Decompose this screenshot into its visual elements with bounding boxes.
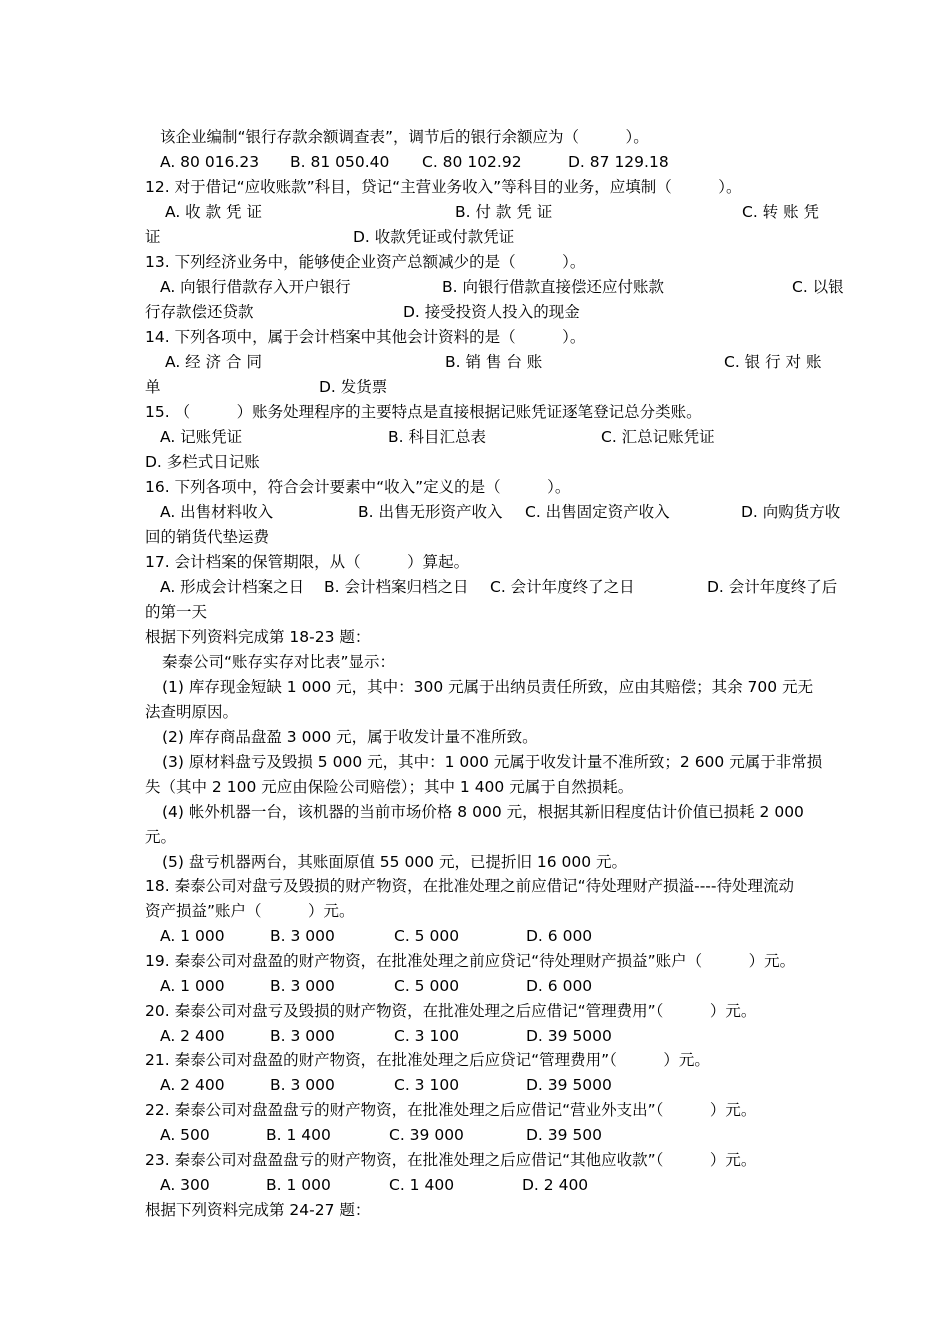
option: A. 形成会计档案之日 bbox=[160, 578, 305, 596]
question-22: 22. 秦泰公司对盘盈盘亏的财产物资，在批准处理之后应借记“营业外支出”（ ）元。 bbox=[145, 1101, 757, 1119]
option: A. 出售材料收入 bbox=[160, 503, 274, 521]
question-19: 19. 秦泰公司对盘盈的财产物资，在批准处理之前应贷记“待处理财产损益”账户（ ）元。 bbox=[145, 952, 796, 970]
option: A. 记账凭证 bbox=[160, 428, 243, 446]
option: B. 付 款 凭 证 bbox=[455, 203, 553, 221]
question-13: 13. 下列经济业务中，能够使企业资产总额减少的是（ ）。 bbox=[145, 253, 586, 271]
option: D. 多栏式日记账 bbox=[145, 453, 260, 471]
option: B. 出售无形资产收入 bbox=[358, 503, 503, 521]
option: B. 3 000 bbox=[270, 1076, 335, 1094]
data-item: (3) 原材料盘亏及毁损 5 000 元，其中：1 000 元属于收发计量不准所致；2 600 元属于非常损 bbox=[162, 753, 823, 771]
option: C. 5 000 bbox=[394, 927, 460, 945]
option-wrap: 的第一天 bbox=[145, 603, 208, 621]
option-wrap: 回的销货代垫运费 bbox=[145, 528, 270, 546]
option: C. 3 100 bbox=[394, 1027, 460, 1045]
option-wrap: 证 bbox=[145, 228, 161, 246]
option: B. 3 000 bbox=[270, 977, 335, 995]
option: B. 会计档案归档之日 bbox=[324, 578, 469, 596]
option: B. 81 050.40 bbox=[290, 153, 390, 171]
option: D. 2 400 bbox=[522, 1176, 589, 1194]
option: A. 300 bbox=[160, 1176, 210, 1194]
option: A. 2 400 bbox=[160, 1076, 225, 1094]
option: D. 6 000 bbox=[526, 927, 593, 945]
option: A. 2 400 bbox=[160, 1027, 225, 1045]
option: A. 500 bbox=[160, 1126, 210, 1144]
option: C. 转 账 凭 bbox=[742, 203, 820, 221]
option: C. 银 行 对 账 bbox=[724, 353, 822, 371]
option: C. 5 000 bbox=[394, 977, 460, 995]
option: C. 1 400 bbox=[389, 1176, 455, 1194]
intro-text: 该企业编制“银行存款余额调查表”，调节后的银行余额应为（ ）。 bbox=[160, 128, 649, 146]
option: D. 发货票 bbox=[319, 378, 388, 396]
option: C. 3 100 bbox=[394, 1076, 460, 1094]
option: A. 1 000 bbox=[160, 927, 225, 945]
option: D. 收款凭证或付款凭证 bbox=[353, 228, 515, 246]
data-item-wrap: 失（其中 2 100 元应由保险公司赔偿）；其中 1 400 元属于自然损耗。 bbox=[145, 778, 634, 796]
option-wrap: 单 bbox=[145, 378, 161, 396]
option: A. 1 000 bbox=[160, 977, 225, 995]
data-item: (4) 帐外机器一台，该机器的当前市场价格 8 000 元，根据其新旧程度估计价值已损耗 2 000 bbox=[162, 803, 804, 821]
option: A. 向银行借款存入开户银行 bbox=[160, 278, 351, 296]
data-item-wrap: 元。 bbox=[145, 828, 177, 846]
option: B. 向银行借款直接偿还应付账款 bbox=[442, 278, 664, 296]
option: C. 出售固定资产收入 bbox=[525, 503, 670, 521]
option: B. 1 000 bbox=[266, 1176, 331, 1194]
option: A. 80 016.23 bbox=[160, 153, 260, 171]
option: C. 会计年度终了之日 bbox=[490, 578, 635, 596]
option: B. 销 售 台 账 bbox=[445, 353, 543, 371]
question-17: 17. 会计档案的保管期限，从（ ）算起。 bbox=[145, 553, 470, 571]
data-item: (1) 库存现金短缺 1 000 元，其中：300 元属于出纳员责任所致，应由其赔偿；其余 700 元无 bbox=[162, 678, 814, 696]
option: C. 80 102.92 bbox=[422, 153, 522, 171]
option: D. 87 129.18 bbox=[568, 153, 669, 171]
option: B. 1 400 bbox=[266, 1126, 331, 1144]
option: C. 39 000 bbox=[389, 1126, 464, 1144]
option: D. 39 5000 bbox=[526, 1027, 612, 1045]
data-item: (2) 库存商品盘盈 3 000 元，属于收发计量不准所致。 bbox=[162, 728, 538, 746]
question-12: 12. 对于借记“应收账款”科目，贷记“主营业务收入”等科目的业务，应填制（ ）。 bbox=[145, 178, 742, 196]
question-18: 18. 秦泰公司对盘亏及毁损的财产物资，在批准处理之前应借记“待处理财产损溢----待处理流动 bbox=[145, 877, 794, 895]
section-title: 根据下列资料完成第 24-27 题： bbox=[145, 1201, 371, 1219]
section-title: 根据下列资料完成第 18-23 题： bbox=[145, 628, 371, 646]
data-item: (5) 盘亏机器两台，其账面原值 55 000 元，已提折旧 16 000 元。 bbox=[162, 853, 628, 871]
option-wrap: 行存款偿还贷款 bbox=[145, 303, 254, 321]
option: C. 汇总记账凭证 bbox=[601, 428, 715, 446]
question-20: 20. 秦泰公司对盘亏及毁损的财产物资，在批准处理之后应借记“管理费用”（ ）元。 bbox=[145, 1002, 757, 1020]
option: D. 会计年度终了后 bbox=[707, 578, 838, 596]
question-23: 23. 秦泰公司对盘盈盘亏的财产物资，在批准处理之后应借记“其他应收款”（ ）元。 bbox=[145, 1151, 757, 1169]
question-21: 21. 秦泰公司对盘盈的财产物资，在批准处理之后应贷记“管理费用”（ ）元。 bbox=[145, 1051, 710, 1069]
question-14: 14. 下列各项中，属于会计档案中其他会计资料的是（ ）。 bbox=[145, 328, 586, 346]
option: D. 6 000 bbox=[526, 977, 593, 995]
option: A. 经 济 合 同 bbox=[165, 353, 262, 371]
option: D. 39 5000 bbox=[526, 1076, 612, 1094]
option: D. 向购货方收 bbox=[741, 503, 841, 521]
section-intro: 秦泰公司“账存实存对比表”显示： bbox=[162, 653, 396, 671]
option: B. 3 000 bbox=[270, 927, 335, 945]
option: B. 科目汇总表 bbox=[388, 428, 486, 446]
option: B. 3 000 bbox=[270, 1027, 335, 1045]
option: C. 以银 bbox=[792, 278, 844, 296]
data-item-wrap: 法查明原因。 bbox=[145, 703, 239, 721]
question-18-wrap: 资产损益”账户（ ）元。 bbox=[145, 902, 355, 920]
option: D. 接受投资人投入的现金 bbox=[403, 303, 580, 321]
question-15: 15. （ ）账务处理程序的主要特点是直接根据记账凭证逐笔登记总分类账。 bbox=[145, 403, 702, 421]
option: A. 收 款 凭 证 bbox=[165, 203, 262, 221]
option: D. 39 500 bbox=[526, 1126, 603, 1144]
question-16: 16. 下列各项中，符合会计要素中“收入”定义的是（ ）。 bbox=[145, 478, 571, 496]
